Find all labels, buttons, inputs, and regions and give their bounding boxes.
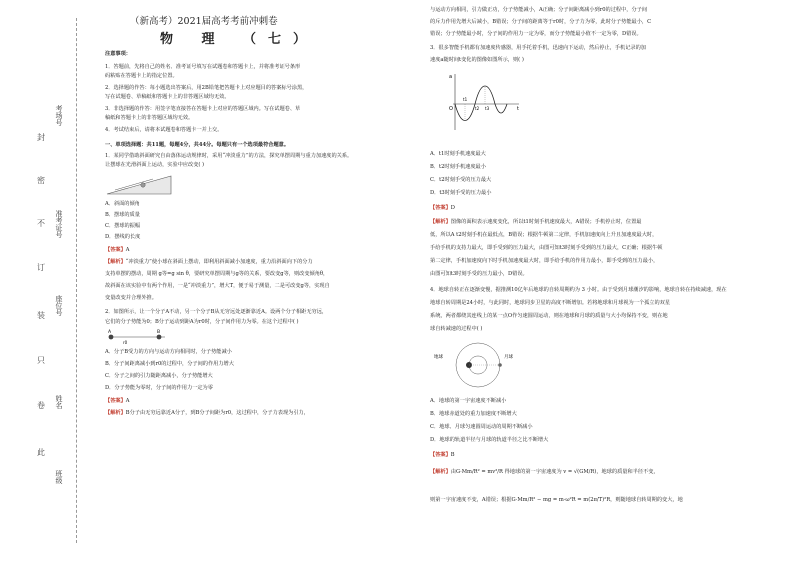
- analysis-label: 【解析】: [430, 469, 451, 475]
- cut-line: [76, 18, 77, 543]
- answer-line: [430, 204, 455, 212]
- seal-char: 封: [37, 133, 45, 142]
- option: A．分子B受力的方向与运动方向相同时，分子势能减小: [105, 349, 232, 355]
- answer-line: [105, 397, 130, 405]
- label-class: 班级: [55, 470, 63, 484]
- notice-heading: 注意事项：: [105, 51, 131, 57]
- fig2-label-b: B: [157, 330, 161, 335]
- seal-char: 装: [37, 311, 45, 320]
- answer-label: 【答案】: [105, 398, 126, 404]
- notice-line: 写在试题卷、草稿纸和答题卡上的非答题区域均无效。: [105, 94, 230, 100]
- question-text: 2．如图所示，让一个分子A不动，另一个分子B从无穷远处逐渐靠近A。设两个分子相距无穷远，: [105, 309, 328, 315]
- tick-t1: t1: [463, 97, 468, 102]
- answer-label: 【答案】: [105, 247, 126, 253]
- answer-value: A: [125, 247, 130, 253]
- analysis-text: 支持单摆的摆动，周期 g等=g sin θ，要研究单摆周期与g等的关系，要改变g等，则改变倾角θ，: [105, 271, 329, 277]
- label-name: 姓名: [55, 395, 63, 409]
- seal-char: 卷: [37, 401, 45, 410]
- question-text: 3．很多智能手机都有加速度传感器，用手托着手机，迅速向下运动，然后停止，手机记录的加: [430, 45, 646, 51]
- answer-line: [430, 451, 455, 459]
- option: D．摆线的长度: [105, 234, 141, 240]
- label-room-no: 考场号: [55, 105, 63, 126]
- option: C．t2时刻手受的压力最大: [430, 177, 492, 183]
- axis-label-t: t: [517, 106, 519, 112]
- analysis-text: 图像的面积表示速度变化，所以t1时刻手机速度最大，A错误；手机停止时，位置最: [450, 219, 642, 225]
- analysis-text: 变量改变并合理外推。: [105, 295, 157, 301]
- tick-t2: t2: [475, 106, 480, 111]
- analysis-text: 的斥力作用先增大后减小，B错误；分子间的距离等于r0时，分子力为零，此时分子势能最小，C: [430, 19, 652, 25]
- fig4-earth: 地球: [434, 355, 443, 360]
- notice-line: 1．答题前，先将自己的姓名、准考证号填写在试题卷和答题卡上，并将准考证号条形: [105, 64, 301, 70]
- answer-value: B: [450, 452, 455, 458]
- answer-label: 【答案】: [430, 452, 451, 458]
- option: C．地球、月球匀速圆周运动的周期不断减小: [430, 424, 533, 430]
- analysis-text: B分子由无穷远靠近A分子，到B分子间距为r0，这过程中，分子力表现为引力，: [125, 410, 309, 416]
- notice-line: 稿纸和答题卡上的非答题区域均无效。: [105, 115, 194, 121]
- analysis-text: 与运动方向相同，引力做正功，分子势能减小，A正确；分子间距离减小到r0的过程中，分子间: [430, 7, 648, 13]
- analysis-text: 由图可知t3时刻手受的压力最小，D错误。: [430, 271, 528, 277]
- axis-origin: O: [449, 106, 453, 112]
- orbit-figure: [432, 340, 522, 390]
- fig4-moon: 月球: [504, 355, 513, 360]
- subject-title: 物 理 （七）: [160, 32, 319, 47]
- analysis-line: [430, 468, 659, 476]
- analysis-text: 第二定律，手机加速度向下时手机加速度最大时，即手给手机的作用力最小，即手受到的压力最小，: [430, 258, 659, 264]
- question-text: 它们的分子势能为0；B分子运动到距A为r0时，分子间作用力为零。在这个过程中( ): [105, 319, 299, 325]
- analysis-label: 【解析】: [105, 259, 126, 265]
- question-text: 地球自转周期是24小时，与此同时，地球同步卫星的高度不断增加。若将地球和月球视为一个孤立的双星: [430, 300, 671, 306]
- analysis-line: [105, 258, 313, 266]
- seal-char: 密: [37, 176, 45, 185]
- analysis-line: [430, 218, 641, 226]
- option: A．地球的第一宇宙速度不断减小: [430, 398, 507, 404]
- option: D．地球的轨道半径与月球的轨道半径之比不断增大: [430, 437, 549, 443]
- incline-figure: [105, 170, 175, 196]
- option: C．分子之间的引力随距离减小，分子势能增大: [105, 373, 213, 379]
- answer-label: 【答案】: [430, 205, 451, 211]
- analysis-text: “冲淡重力”使小球在斜面上摆动，即利用斜面减小加速度，重力沿斜面向下的分力: [125, 259, 313, 265]
- question-text: 4．地球自转正在逐渐变慢，据推测10亿年后地球的自转周期约为 3 小时。由于受到月球潮汐的影响，地球自转在持续减速，现在: [430, 287, 727, 293]
- label-seat-no: 座位号: [55, 295, 63, 316]
- question-text: 让摆球在光滑斜面上运动，实验中应改变( ): [105, 162, 205, 168]
- exam-title: （新高考）2021届高考考前冲刺卷: [130, 16, 278, 27]
- tick-t3: t3: [485, 106, 490, 111]
- option: B．t2时刻手机速度最小: [430, 164, 486, 170]
- notice-line: 码粘贴在答题卡上的指定位置。: [105, 73, 178, 79]
- molecule-figure: [105, 328, 175, 346]
- axis-label-a: a: [449, 74, 453, 80]
- answer-line: [105, 246, 130, 254]
- option: D．t3时刻手受的压力最小: [430, 190, 492, 196]
- analysis-text: 低，所以A t2时刻手机在最低点，B错误；根据牛顿第二定律，手机加速度向上升且加速度最大时，: [430, 232, 658, 238]
- seal-char: 只: [37, 356, 45, 365]
- notice-line: 4．考试结束后，请将本试题卷和答题卡一并上交。: [105, 127, 223, 133]
- option: D．分子势能为零时，分子间的作用力一定为零: [105, 385, 213, 391]
- question-text: 球自转减速的过程中( ): [430, 326, 483, 332]
- binding-margin: [0, 0, 100, 562]
- label-exam-no: 准考证号: [55, 210, 63, 238]
- seal-char: 订: [37, 263, 45, 272]
- acceleration-graph: [445, 70, 525, 134]
- answer-value: D: [450, 205, 455, 211]
- analysis-line: [105, 409, 309, 417]
- fig2-label-r: r0: [123, 340, 128, 345]
- option: C．摆球的振幅: [105, 223, 141, 229]
- analysis-text: 错误；分子势能最小时，分子间的作用力一定为零，而分子势能最小值不一定为零，D错误。: [430, 31, 642, 37]
- fig2-label-a: A: [108, 330, 112, 335]
- notice-line: 3．非选择题的作答：用签字笔直接答在答题卡上对应的答题区域内。写在试题卷、草: [105, 106, 301, 112]
- answer-value: A: [125, 398, 130, 404]
- question-text: 1．某同学借助斜面研究自由落体运动规律时，采用“冲淡重力”的方法，探究单摆周期与重力加速度的关系。: [105, 153, 353, 159]
- seal-char: 此: [37, 448, 45, 457]
- option: A．斜面的倾角: [105, 201, 140, 207]
- question-text: 系统，两者都绕其连线上的某一点O作匀速圆周运动，则在地球和月球的质量与大小均保持不变，则在地: [430, 313, 668, 319]
- option: B．地球赤道处的重力加速度不断增大: [430, 411, 517, 417]
- analysis-label: 【解析】: [430, 219, 451, 225]
- seal-char: 不: [37, 219, 45, 228]
- analysis-text: 手给手机的支持力最大，即手受到的压力最大，由图可知t3时刻手受到的压力最大，C正确；根据牛顿: [430, 245, 663, 251]
- analysis-text: 由G·Mm/R² = mv²/R 得地球的第一宇宙速度为 v = √(GM/R)，地球的质量和半径不变，: [450, 469, 659, 475]
- option: B．摆球的质量: [105, 212, 140, 218]
- option: A．t1时刻手机速度最大: [430, 151, 486, 157]
- analysis-text: 则第一宇宙速度不变，A错误；根据G·Mm/R² − mg = m·ω²R = m(2π/T)²R，则随地球自转周期的变大，地: [430, 497, 683, 503]
- option: B．分子间距离减小到r0的过程中，分子间的作用力增大: [105, 361, 234, 367]
- section-heading: 一、单项选择题：共11题，每题4分，共44分。每题只有一个选项最符合题意。: [105, 142, 290, 148]
- analysis-label: 【解析】: [105, 410, 126, 416]
- notice-line: 2．选择题的作答：每小题选出答案后，用2B铅笔把答题卡上对应题目的答案标号涂黑，: [105, 85, 308, 91]
- analysis-text: 故斜面在该实验中有两个作用，一是“冲淡重力”，增大T，便于易于测量，二是可改变g等，实现自: [105, 283, 330, 289]
- question-text: 速度a随时间t变化的图像如图所示，则( ): [430, 57, 524, 63]
